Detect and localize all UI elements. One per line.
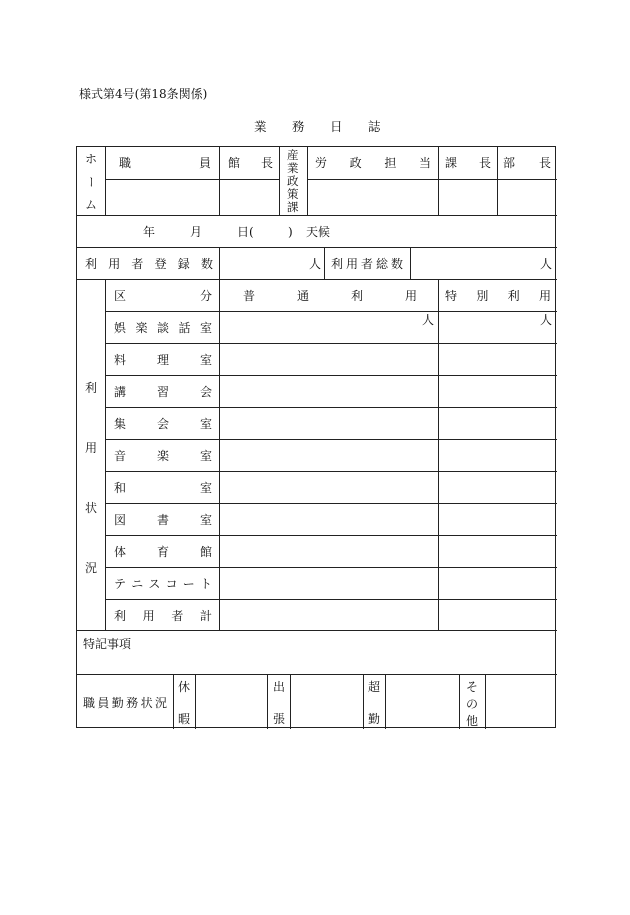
special-use-header: 特 別 利 用 bbox=[445, 289, 551, 303]
rule-line bbox=[105, 407, 557, 408]
rule-line bbox=[385, 674, 386, 729]
day-label: 日( bbox=[237, 225, 254, 239]
weekday-close: ) bbox=[288, 225, 293, 239]
title-char: 誌 bbox=[368, 119, 381, 134]
rule-line bbox=[105, 343, 557, 344]
rule-line bbox=[173, 674, 174, 729]
rule-line bbox=[105, 311, 557, 312]
room-row-label: 図 書 室 bbox=[114, 513, 212, 527]
rule-line bbox=[307, 147, 308, 215]
room-row-label: 料 理 室 bbox=[114, 353, 212, 367]
rule-line bbox=[438, 147, 439, 215]
rule-line bbox=[105, 471, 557, 472]
leave-label: 休 暇 bbox=[178, 680, 191, 726]
rule-line bbox=[105, 439, 557, 440]
weather-label: 天候 bbox=[306, 225, 331, 239]
room-row-label: 講 習 会 bbox=[114, 385, 212, 399]
room-row-label: 和 室 bbox=[114, 481, 212, 495]
rule-line bbox=[77, 215, 557, 216]
rule-line bbox=[105, 179, 231, 180]
registered-unit: 人 bbox=[309, 257, 322, 271]
total-users-label: 利 用 者 総 数 bbox=[331, 257, 403, 271]
staff-header: 職 員 bbox=[119, 156, 211, 170]
rule-line bbox=[459, 674, 460, 729]
rule-line bbox=[485, 674, 486, 729]
rule-line bbox=[497, 147, 498, 215]
title-char: 務 bbox=[292, 119, 305, 134]
rule-line bbox=[105, 599, 557, 600]
month-label: 月 bbox=[190, 225, 203, 239]
rule-line bbox=[363, 674, 364, 729]
industry-policy-dept-label: 産 業 政 策 課 bbox=[287, 148, 299, 214]
regular-use-unit: 人 bbox=[422, 313, 435, 327]
home-label: ホ ー ム bbox=[84, 152, 98, 212]
usage-status-label: 利 用 状 況 bbox=[85, 381, 98, 575]
rule-line bbox=[105, 279, 106, 630]
rule-line bbox=[438, 279, 439, 630]
rule-line bbox=[219, 247, 220, 279]
room-row-label: 音 楽 室 bbox=[114, 449, 212, 463]
title-char: 日 bbox=[330, 119, 343, 134]
department-chief-header: 部 長 bbox=[503, 156, 551, 170]
registered-users-label: 利 用 者 登 録 数 bbox=[85, 257, 213, 271]
year-label: 年 bbox=[143, 225, 156, 239]
staff-attendance-label: 職 員 勤 務 状 況 bbox=[83, 696, 167, 710]
rule-line bbox=[219, 279, 220, 630]
regular-use-header: 普 通 利 用 bbox=[243, 289, 417, 303]
overtime-label: 超 勤 bbox=[368, 680, 381, 726]
rule-line bbox=[195, 674, 196, 729]
business-trip-label: 出 張 bbox=[273, 680, 286, 726]
rule-line bbox=[77, 247, 557, 248]
room-row-label: 集 会 室 bbox=[114, 417, 212, 431]
document-title bbox=[254, 117, 381, 135]
title-char: 業 bbox=[254, 119, 267, 134]
rule-line bbox=[410, 247, 411, 279]
rule-line bbox=[279, 147, 280, 215]
rule-line bbox=[77, 279, 557, 280]
rule-line bbox=[105, 375, 557, 376]
section-chief-header: 課 長 bbox=[445, 156, 491, 170]
room-row-label: 体 育 館 bbox=[114, 545, 212, 559]
rule-line bbox=[105, 147, 106, 215]
director-header: 館 長 bbox=[228, 156, 273, 170]
rule-line bbox=[219, 147, 220, 215]
room-row-label: テ ニ ス コ ー ト bbox=[114, 577, 212, 591]
rule-line bbox=[77, 630, 557, 631]
total-unit: 人 bbox=[540, 257, 553, 271]
rule-line bbox=[267, 674, 268, 729]
rule-line bbox=[105, 535, 557, 536]
business-log-form bbox=[76, 146, 556, 728]
rule-line bbox=[324, 247, 325, 279]
special-notes-label: 特記事項 bbox=[83, 637, 132, 651]
rule-line bbox=[307, 179, 557, 180]
form-number-label: 様式第4号(第18条関係) bbox=[79, 87, 208, 101]
labor-policy-officer-header: 労 政 担 当 bbox=[315, 156, 431, 170]
room-row-label: 娯 楽 談 話 室 bbox=[114, 321, 212, 335]
rule-line bbox=[105, 567, 557, 568]
category-header: 区 分 bbox=[114, 289, 212, 303]
user-total-row-label: 利 用 者 計 bbox=[114, 609, 212, 623]
rule-line bbox=[290, 674, 291, 729]
other-label: そ の 他 bbox=[466, 680, 479, 728]
rule-line bbox=[219, 179, 279, 180]
rule-line bbox=[105, 503, 557, 504]
special-use-unit: 人 bbox=[540, 313, 553, 327]
